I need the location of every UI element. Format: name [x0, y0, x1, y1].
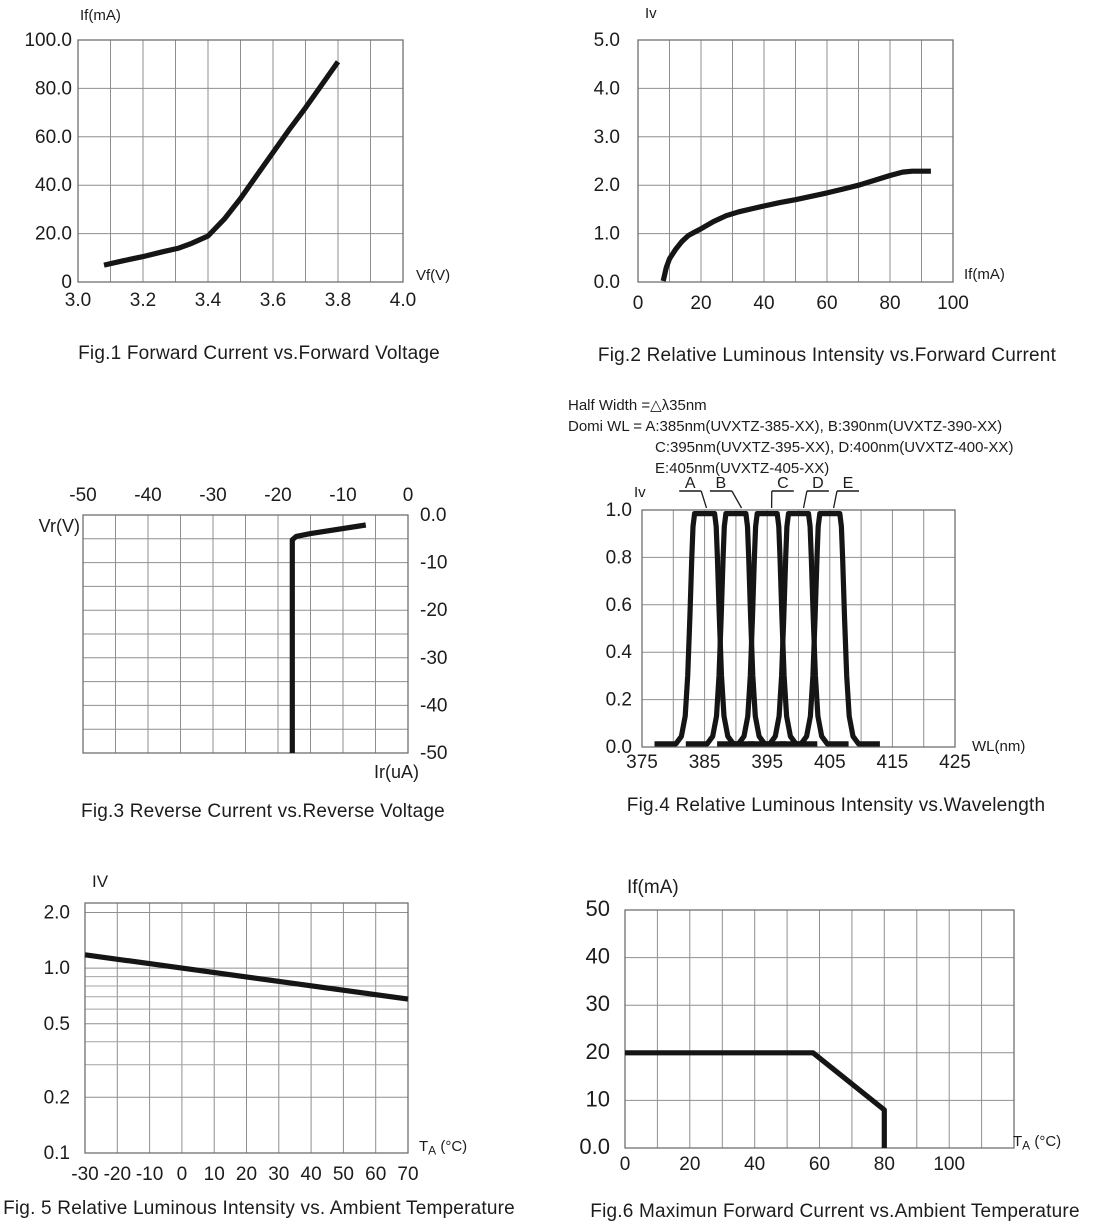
fig2-chart — [560, 0, 1096, 335]
fig2-y-axis-title: Iv — [645, 5, 657, 22]
peak-label-leader-line — [732, 491, 742, 508]
fig5-y-tick-label: 2.0 — [43, 902, 70, 924]
fig4-chart — [560, 470, 1096, 782]
fig4-note-domi-wl-2: C:395nm(UVXTZ-395-XX), D:400nm(UVXTZ-400-XX) — [655, 439, 1014, 456]
fig4-x-tick-label: 375 — [626, 752, 658, 773]
fig6-x-tick-label: 20 — [679, 1154, 701, 1175]
fig6-chart — [560, 860, 1096, 1185]
fig3-x-tick-label: -30 — [199, 485, 227, 506]
fig5-x-tick-label: -10 — [135, 1164, 164, 1185]
fig4-notes — [568, 395, 1013, 479]
fig4-y-tick-label: 0.8 — [605, 547, 632, 569]
fig4-x-tick-label: 405 — [813, 752, 846, 773]
fig4-y-tick-label: 0.4 — [605, 642, 632, 664]
fig4-note-domi-wl-1: Domi WL = A:385nm(UVXTZ-385-XX), B:390nm(UVXTZ-390-XX) — [568, 418, 1003, 435]
fig5-y-tick-label: 1.0 — [43, 958, 70, 980]
fig6-x-axis-title: $T_A$ (°C) — [1013, 1133, 1062, 1153]
fig4-y-tick-label: 0.0 — [605, 737, 632, 758]
fig3-chart — [0, 430, 480, 795]
fig1-x-tick-label: 3.2 — [129, 290, 157, 311]
fig6-x-tick-label: 60 — [808, 1154, 831, 1175]
fig3-y-tick-label: -40 — [420, 695, 448, 717]
fig1-y-tick-label: 40.0 — [35, 175, 72, 197]
fig4-peak-label-B: B — [715, 475, 727, 492]
fig2-x-axis-title: If(mA) — [964, 266, 1005, 283]
fig6-caption: Fig.6 Maximun Forward Current vs.Ambient Temperature — [590, 1201, 1080, 1222]
fig3-y-tick-label: -30 — [420, 647, 448, 669]
fig1-y-axis-title: If(mA) — [80, 7, 121, 24]
fig1-y-tick-label: 0 — [61, 272, 72, 293]
fig1-y-tick-label: 20.0 — [35, 223, 72, 245]
fig1-curve-if-vf — [104, 62, 338, 265]
fig6-y-tick-label: 40 — [585, 943, 610, 969]
fig4-y-tick-label: 0.2 — [605, 689, 632, 711]
fig4-x-axis-title: WL(nm) — [972, 738, 1026, 755]
fig5-x-tick-label: -20 — [103, 1164, 132, 1185]
fig4-peak-label-D: D — [812, 475, 824, 492]
fig6-x-tick-label: 80 — [873, 1154, 895, 1175]
fig4-x-tick-label: 425 — [939, 752, 971, 773]
fig5-x-axis-title: $T_A$ (°C) — [419, 1138, 468, 1158]
fig2-x-tick-label: 0 — [632, 293, 644, 314]
fig6-y-tick-label: 10 — [585, 1086, 610, 1112]
fig5-x-tick-label: 70 — [397, 1164, 419, 1185]
fig2-y-tick-label: 2.0 — [593, 175, 620, 197]
fig3-x-axis-title: Ir(uA) — [374, 762, 419, 782]
fig3-y-tick-label: -50 — [420, 743, 448, 764]
fig5-y-tick-label: 0.5 — [43, 1013, 70, 1035]
peak-label-leader-line — [701, 491, 706, 508]
fig1-chart — [0, 0, 470, 335]
fig4-y-tick-label: 0.6 — [605, 594, 632, 616]
fig1-caption: Fig.1 Forward Current vs.Forward Voltage — [78, 343, 440, 364]
fig6-y-tick-label: 20 — [585, 1038, 610, 1064]
fig2-y-tick-label: 0.0 — [593, 272, 620, 293]
fig6-y-tick-label: 50 — [585, 896, 610, 921]
fig5-x-tick-label: 60 — [365, 1164, 387, 1185]
fig4-peak-label-C: C — [777, 475, 789, 492]
fig5-x-tick-label: 10 — [203, 1164, 225, 1185]
fig1-x-tick-label: 3.6 — [259, 290, 287, 311]
fig2-x-tick-label: 100 — [937, 293, 969, 314]
fig5-y-tick-label: 0.1 — [43, 1143, 70, 1164]
fig1-x-tick-label: 4.0 — [389, 290, 417, 311]
fig2-x-tick-label: 60 — [816, 293, 838, 314]
fig4-y-tick-label: 1.0 — [605, 500, 632, 521]
fig5-chart — [0, 860, 520, 1195]
fig2-y-tick-label: 1.0 — [593, 223, 620, 245]
fig4-x-tick-label: 385 — [688, 752, 721, 773]
fig3-x-tick-label: -40 — [134, 485, 162, 506]
fig6-y-tick-label: 0.0 — [579, 1134, 610, 1159]
fig3-x-tick-label: 0 — [402, 485, 414, 506]
peak-label-leader-line — [834, 491, 837, 508]
fig6-y-axis-title: If(mA) — [627, 877, 679, 898]
fig4-note-half-width: Half Width =△λ35nm — [568, 397, 707, 414]
fig1-y-tick-label: 60.0 — [35, 126, 72, 148]
fig6-x-tick-label: 0 — [619, 1154, 631, 1175]
fig5-x-tick-label: 40 — [300, 1164, 322, 1185]
fig3-y-tick-label: 0.0 — [420, 505, 447, 526]
fig4-peak-label-A: A — [684, 475, 696, 492]
fig4-note-domi-wl-3: E:405nm(UVXTZ-405-XX) — [655, 460, 830, 477]
fig3-y-tick-label: -20 — [420, 600, 448, 622]
fig2-y-tick-label: 5.0 — [593, 30, 620, 51]
fig6-x-tick-label: 100 — [933, 1154, 966, 1175]
fig1-y-tick-label: 100.0 — [24, 30, 72, 51]
fig5-y-axis-title: IV — [92, 872, 109, 891]
fig3-y-axis-title: Vr(V) — [38, 516, 80, 536]
fig3-x-tick-label: -10 — [329, 485, 357, 506]
fig6-x-tick-label: 40 — [744, 1154, 766, 1175]
fig5-caption: Fig. 5 Relative Luminous Intensity vs. Ambient Temperature — [3, 1198, 515, 1219]
fig3-y-tick-label: -10 — [420, 552, 448, 574]
fig5-x-tick-label: 20 — [235, 1164, 258, 1185]
fig1-y-tick-label: 80.0 — [35, 78, 72, 100]
fig3-x-tick-label: -50 — [69, 485, 97, 506]
fig5-x-tick-label: 0 — [176, 1164, 188, 1185]
fig5-x-tick-label: 50 — [332, 1164, 354, 1185]
fig3-curve-ir-vr — [292, 525, 366, 753]
fig1-x-tick-label: 3.4 — [194, 290, 222, 311]
fig1-x-axis-title: Vf(V) — [416, 267, 451, 284]
fig5-x-tick-label: 30 — [268, 1164, 290, 1185]
peak-label-leader-line — [804, 491, 807, 508]
fig6-y-tick-label: 30 — [585, 991, 610, 1017]
fig2-caption: Fig.2 Relative Luminous Intensity vs.Forward Current — [597, 345, 1057, 366]
fig2-y-tick-label: 3.0 — [593, 126, 620, 148]
fig1-x-tick-label: 3.8 — [324, 290, 352, 311]
fig5-x-tick-label: -30 — [71, 1164, 99, 1185]
fig3-caption: Fig.3 Reverse Current vs.Reverse Voltage — [81, 801, 445, 822]
fig5-y-tick-label: 0.2 — [43, 1087, 70, 1109]
fig1-x-tick-label: 3.0 — [64, 290, 92, 311]
fig4-peak-label-E: E — [842, 475, 854, 492]
fig2-x-tick-label: 80 — [879, 293, 901, 314]
fig2-x-tick-label: 20 — [690, 293, 712, 314]
fig4-caption: Fig.4 Relative Luminous Intensity vs.Wavelength — [626, 795, 1046, 816]
fig4-y-axis-title: Iv — [634, 484, 646, 501]
fig2-y-tick-label: 4.0 — [593, 78, 620, 100]
fig4-x-tick-label: 415 — [876, 752, 909, 773]
fig2-curve-iv-if — [663, 171, 931, 281]
fig4-x-tick-label: 395 — [751, 752, 784, 773]
fig3-x-tick-label: -20 — [264, 485, 292, 506]
fig2-x-tick-label: 40 — [753, 293, 775, 314]
